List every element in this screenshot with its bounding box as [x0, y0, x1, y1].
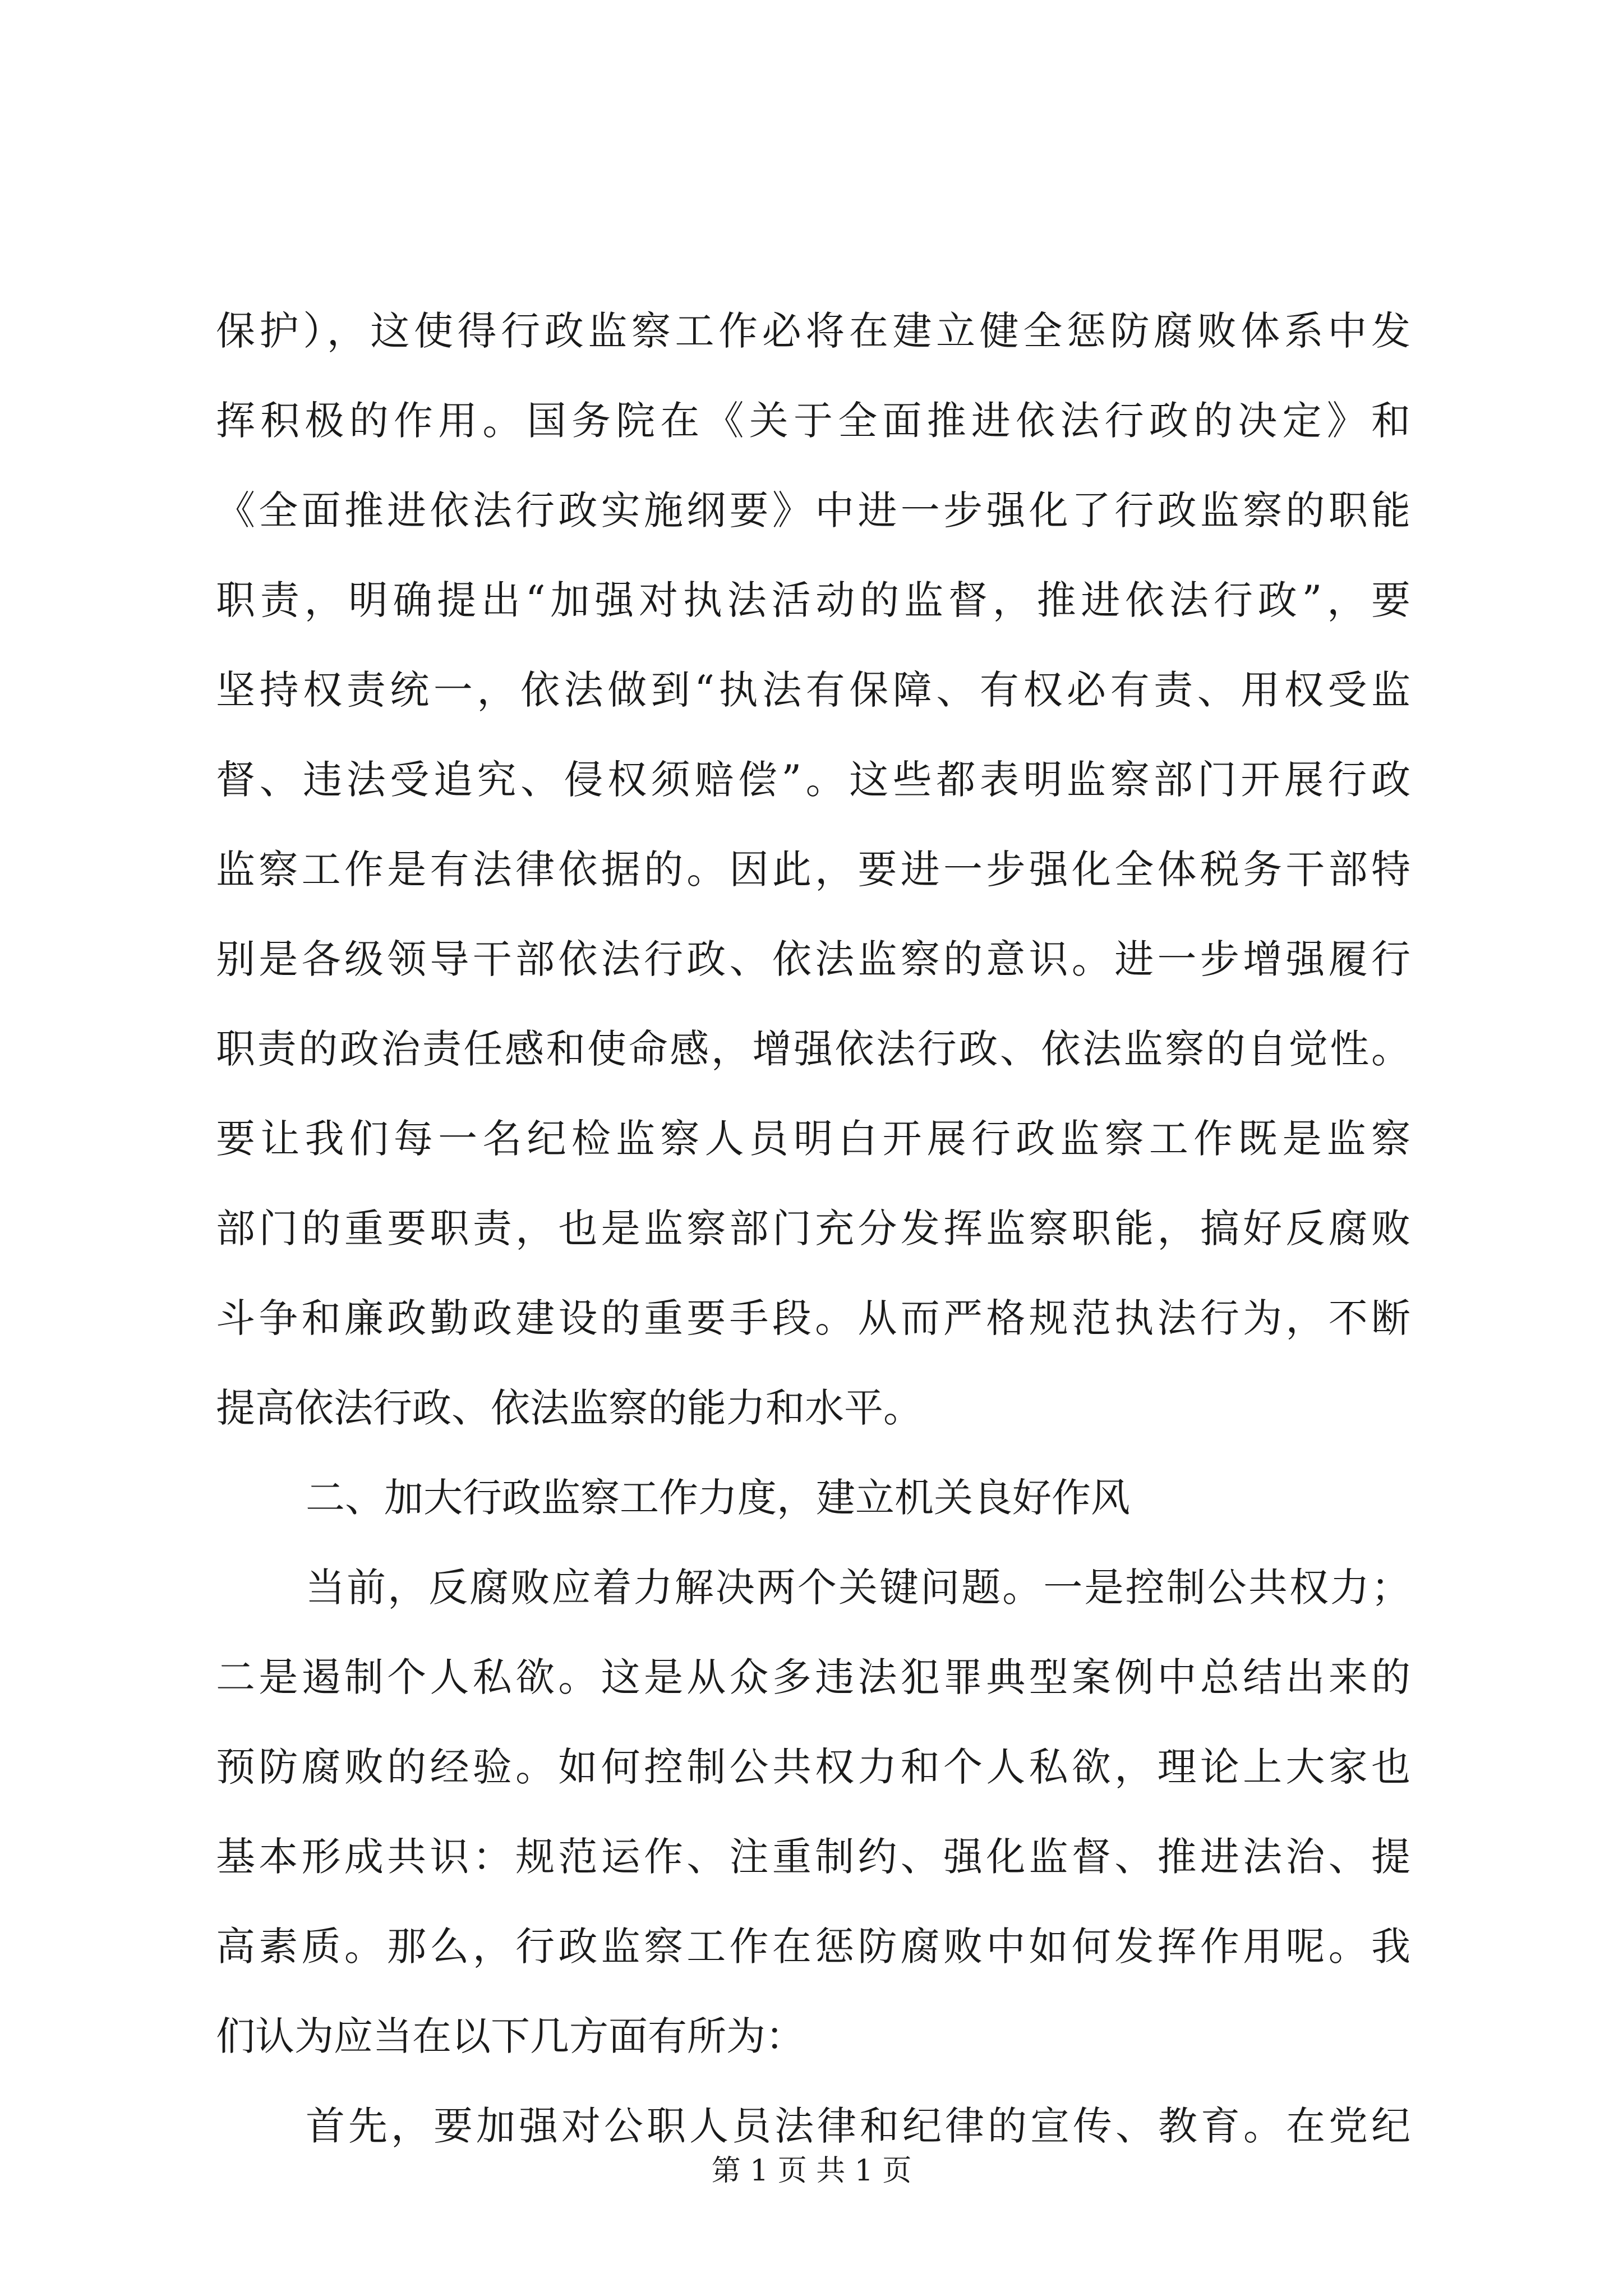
paragraph-line: 斗争和廉政勤政建设的重要手段。从而严格规范执法行为，不断: [216, 1295, 1410, 1341]
paragraph-line: 高素质。那么，行政监察工作在惩防腐败中如何发挥作用呢。我: [216, 1924, 1410, 1970]
page-number-footer: 第 1 页 共 1 页: [711, 2154, 912, 2188]
paragraph-line: 监察工作是有法律依据的。因此，要进一步强化全体税务干部特: [216, 846, 1410, 892]
paragraph-line: 职责的政治责任感和使命感，增强依法行政、依法监察的自觉性。: [216, 1026, 1410, 1072]
paragraph-line: 《全面推进依法行政实施纲要》中进一步强化了行政监察的职能: [216, 487, 1410, 533]
paragraph-line: 们认为应当在以下几方面有所为：: [216, 2013, 805, 2059]
paragraph-line: 要让我们每一名纪检监察人员明白开展行政监察工作既是监察: [216, 1116, 1410, 1162]
paragraph-line: 部门的重要职责，也是监察部门充分发挥监察职能，搞好反腐败: [216, 1205, 1410, 1251]
paragraph-line: 坚持权责统一，依法做到“执法有保障、有权必有责、用权受监: [216, 667, 1410, 713]
paragraph-line: 职责，明确提出“加强对执法活动的监督，推进依法行政”，要: [216, 577, 1410, 623]
paragraph-line: 保护），这使得行政监察工作必将在建立健全惩防腐败体系中发: [216, 308, 1410, 354]
paragraph-line: 基本形成共识：规范运作、注重制约、强化监督、推进法治、提: [216, 1834, 1410, 1880]
paragraph-line: 督、违法受追究、侵权须赔偿”。这些都表明监察部门开展行政: [216, 757, 1410, 803]
paragraph-line: 别是各级领导干部依法行政、依法监察的意识。进一步增强履行: [216, 936, 1410, 982]
paragraph-line: 二是遏制个人私欲。这是从众多违法犯罪典型案例中总结出来的: [216, 1654, 1410, 1700]
paragraph-line: 当前，反腐败应着力解决两个关键问题。一是控制公共权力；: [306, 1565, 1410, 1611]
paragraph-line: 挥积极的作用。国务院在《关于全面推进依法行政的决定》和: [216, 398, 1410, 444]
section-heading: 二、加大行政监察工作力度，建立机关良好作风: [306, 1475, 1130, 1521]
paragraph-line: 首先，要加强对公职人员法律和纪律的宣传、教育。在党纪: [306, 2103, 1410, 2149]
paragraph-line: 提高依法行政、依法监察的能力和水平。: [216, 1385, 923, 1431]
paragraph-line: 预防腐败的经验。如何控制公共权力和个人私欲，理论上大家也: [216, 1744, 1410, 1790]
